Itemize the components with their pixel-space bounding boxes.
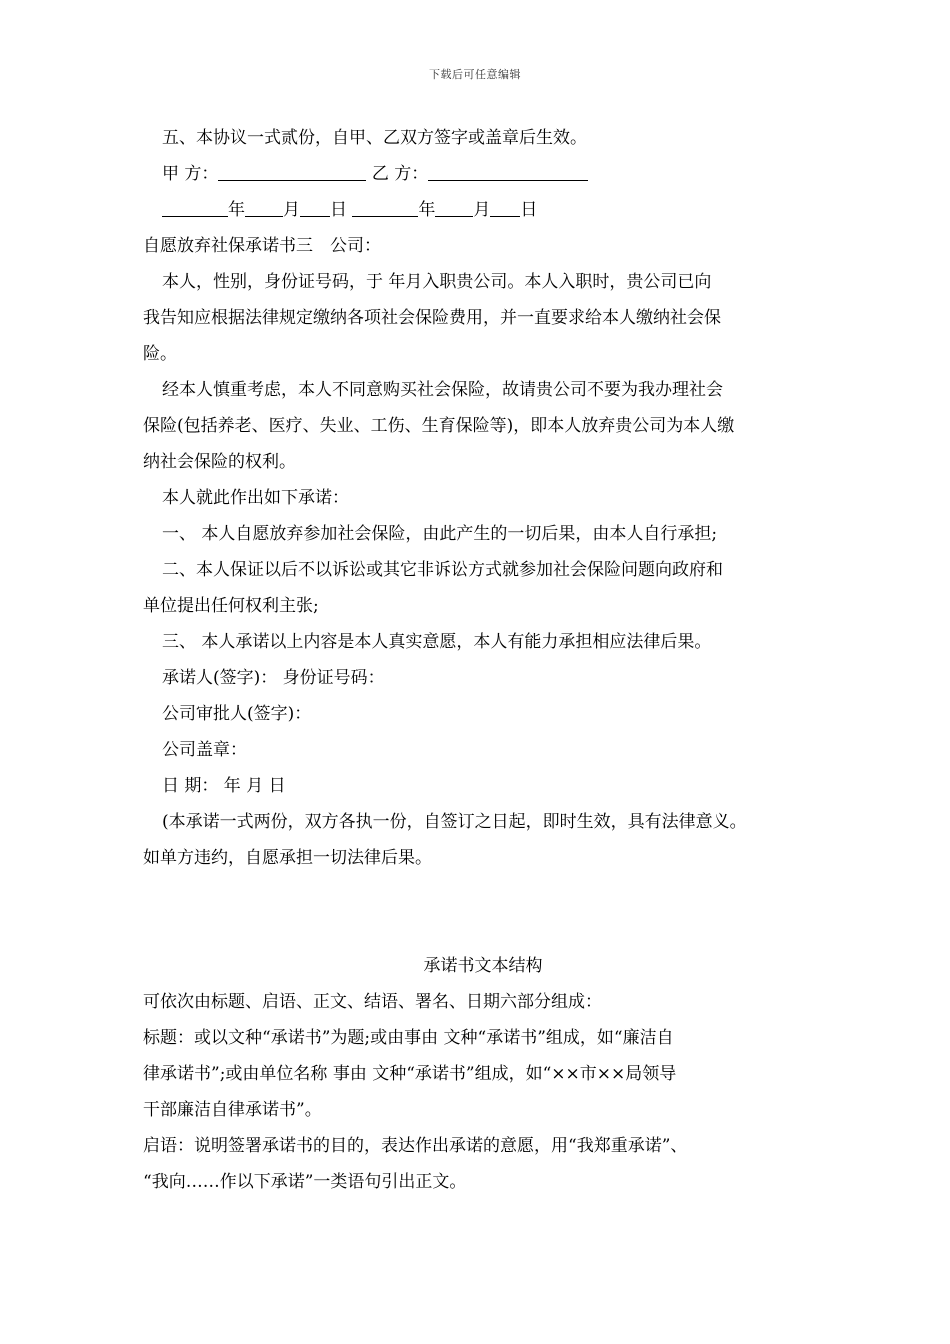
letter-para2-b: 保险(包括养老、医疗、失业、工伤、生育保险等)，即本人放弃贵公司为本人缴 — [143, 416, 735, 436]
party-a-blank — [218, 162, 366, 181]
letter-item2-b: 单位提出任何权利主张; — [143, 596, 319, 616]
party-a-label: 甲 方： — [162, 164, 219, 184]
month-blank-b — [435, 198, 473, 217]
letter-para1: 本人，性别，身份证号码，于 年月入职贵公司。本人入职时，贵公司已向 — [162, 272, 712, 292]
letter-approver: 公司审批人(签字)： — [162, 704, 312, 724]
signature-line — [143, 156, 823, 192]
month-label-a: 月 — [283, 200, 300, 220]
day-blank-a — [300, 198, 330, 217]
year-blank-b — [352, 198, 418, 217]
letter-para2-c: 纳社会保险的权利。 — [143, 452, 296, 472]
letter-title: 自愿放弃社保承诺书三 公司： — [143, 236, 381, 256]
letter-note: (本承诺一式两份，双方各执一份，自签订之日起，即时生效，具有法律意义。 — [162, 812, 747, 832]
date-line — [143, 192, 823, 228]
day-label-b: 日 — [520, 200, 538, 220]
structure-line4: 干部廉洁自律承诺书”。 — [143, 1100, 322, 1120]
letter-item3: 三、 本人承诺以上内容是本人真实意愿，本人有能力承担相应法律后果。 — [162, 632, 712, 652]
structure-line6: “我向……作以下承诺”一类语句引出正文。 — [143, 1172, 467, 1192]
structure-line3: 律承诺书”;或由单位名称 事由 文种“承诺书”组成，如“××市××局领导 — [143, 1064, 677, 1084]
letter-item2: 二、本人保证以后不以诉讼或其它非诉讼方式就参加社会保险问题向政府和 — [162, 560, 723, 580]
letter-signer: 承诺人(签字)： 身份证号码： — [162, 668, 385, 688]
month-blank-a — [245, 198, 283, 217]
letter-para1-b: 我告知应根据法律规定缴纳各项社会保险费用，并一直要求给本人缴纳社会保 — [143, 308, 721, 328]
day-label-a: 日 — [330, 200, 347, 220]
letter-para3: 本人就此作出如下承诺： — [162, 488, 349, 508]
year-label-a: 年 — [228, 200, 245, 220]
year-blank-a — [162, 198, 228, 217]
year-label-b: 年 — [418, 200, 436, 220]
letter-item1: 一、 本人自愿放弃参加社会保险，由此产生的一切后果，由本人自行承担; — [162, 524, 718, 544]
letter-seal: 公司盖章： — [162, 740, 247, 760]
party-b-label: 乙 方： — [371, 164, 429, 184]
month-label-b: 月 — [473, 200, 491, 220]
letter-para2: 经本人慎重考虑，本人不同意购买社会保险，故请贵公司不要为我办理社会 — [162, 380, 723, 400]
document-body — [143, 120, 823, 1200]
letter-date: 日 期： 年 月 日 — [162, 776, 286, 796]
party-b-blank — [428, 162, 588, 181]
day-blank-b — [490, 198, 520, 217]
structure-line2: 标题：或以文种“承诺书”为题;或由事由 文种“承诺书”组成，如“廉洁自 — [143, 1028, 674, 1048]
letter-para1-c: 险。 — [143, 344, 177, 364]
letter-note-b: 如单方违约，自愿承担一切法律后果。 — [143, 848, 432, 868]
clause-5: 五、本协议一式贰份，自甲、乙双方签字或盖章后生效。 — [162, 128, 587, 148]
structure-title: 承诺书文本结构 — [423, 956, 543, 976]
structure-line1: 可依次由标题、启语、正文、结语、署名、日期六部分组成： — [143, 992, 602, 1012]
page-header: 下载后可任意编辑 — [429, 68, 521, 81]
structure-line5: 启语：说明签署承诺书的目的，表达作出承诺的意愿，用“我郑重承诺”、 — [143, 1136, 688, 1156]
